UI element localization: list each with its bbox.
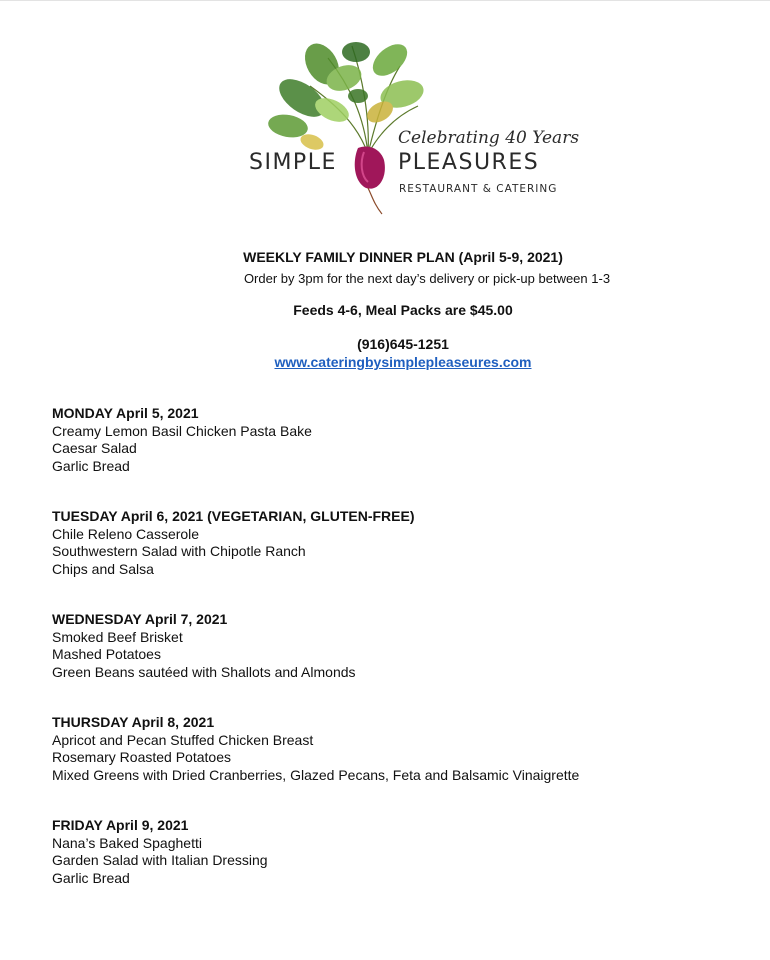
dish-item: Garlic Bread [52, 457, 130, 474]
dish-item: Nana’s Baked Spaghetti [52, 834, 202, 851]
day-wednesday [52, 611, 752, 681]
dish-item: Garlic Bread [52, 869, 130, 886]
dish-item: Southwestern Salad with Chipotle Ranch [52, 543, 306, 559]
day-monday [52, 405, 752, 475]
dish-item: Caesar Salad [52, 440, 137, 456]
brand-name-left: SIMPLE [249, 150, 337, 175]
phone-number: (916)645-1251 [357, 336, 449, 352]
dish-item: Mixed Greens with Dried Cranberries, Glazed Pecans, Feta and Balsamic Vinaigrette [52, 766, 580, 783]
day-friday [52, 817, 752, 887]
order-note: Order by 3pm for the next day’s delivery or pick-up between 1-3 [243, 271, 611, 286]
dish-item: Chile Releno Casserole [52, 525, 200, 542]
day-heading: THURSDAY April 8, 2021 [52, 714, 215, 730]
day-heading: MONDAY April 5, 2021 [52, 405, 199, 421]
dish-item: Mashed Potatoes [52, 646, 161, 662]
day-heading: TUESDAY April 6, 2021 (VEGETARIAN, GLUTEN-FREE) [52, 508, 415, 524]
weekly-menu [52, 405, 752, 920]
day-heading: FRIDAY April 9, 2021 [52, 817, 189, 833]
dish-item: Green Beans sautéed with Shallots and Almonds [52, 663, 356, 680]
brand-name-right: PLEASURES [398, 150, 540, 175]
website-link[interactable]: www.cateringbysimplepleaseures.com [274, 354, 532, 370]
plan-title: WEEKLY FAMILY DINNER PLAN (April 5-9, 2021) [243, 249, 563, 265]
day-thursday [52, 714, 752, 784]
day-heading: WEDNESDAY April 7, 2021 [52, 611, 228, 627]
brand-subtitle: RESTAURANT & CATERING [399, 183, 558, 195]
top-divider [0, 0, 770, 1]
dish-item: Garden Salad with Italian Dressing [52, 852, 268, 868]
dish-item: Rosemary Roasted Potatoes [52, 749, 231, 765]
dish-item: Chips and Salsa [52, 560, 154, 577]
dish-item: Apricot and Pecan Stuffed Chicken Breast [52, 731, 314, 748]
dish-item: Smoked Beef Brisket [52, 628, 183, 645]
day-tuesday [52, 508, 752, 578]
price-line: Feeds 4-6, Meal Packs are $45.00 [293, 302, 513, 318]
dish-item: Creamy Lemon Basil Chicken Pasta Bake [52, 422, 312, 439]
brand-tagline-script: Celebrating 40 Years [398, 128, 580, 148]
